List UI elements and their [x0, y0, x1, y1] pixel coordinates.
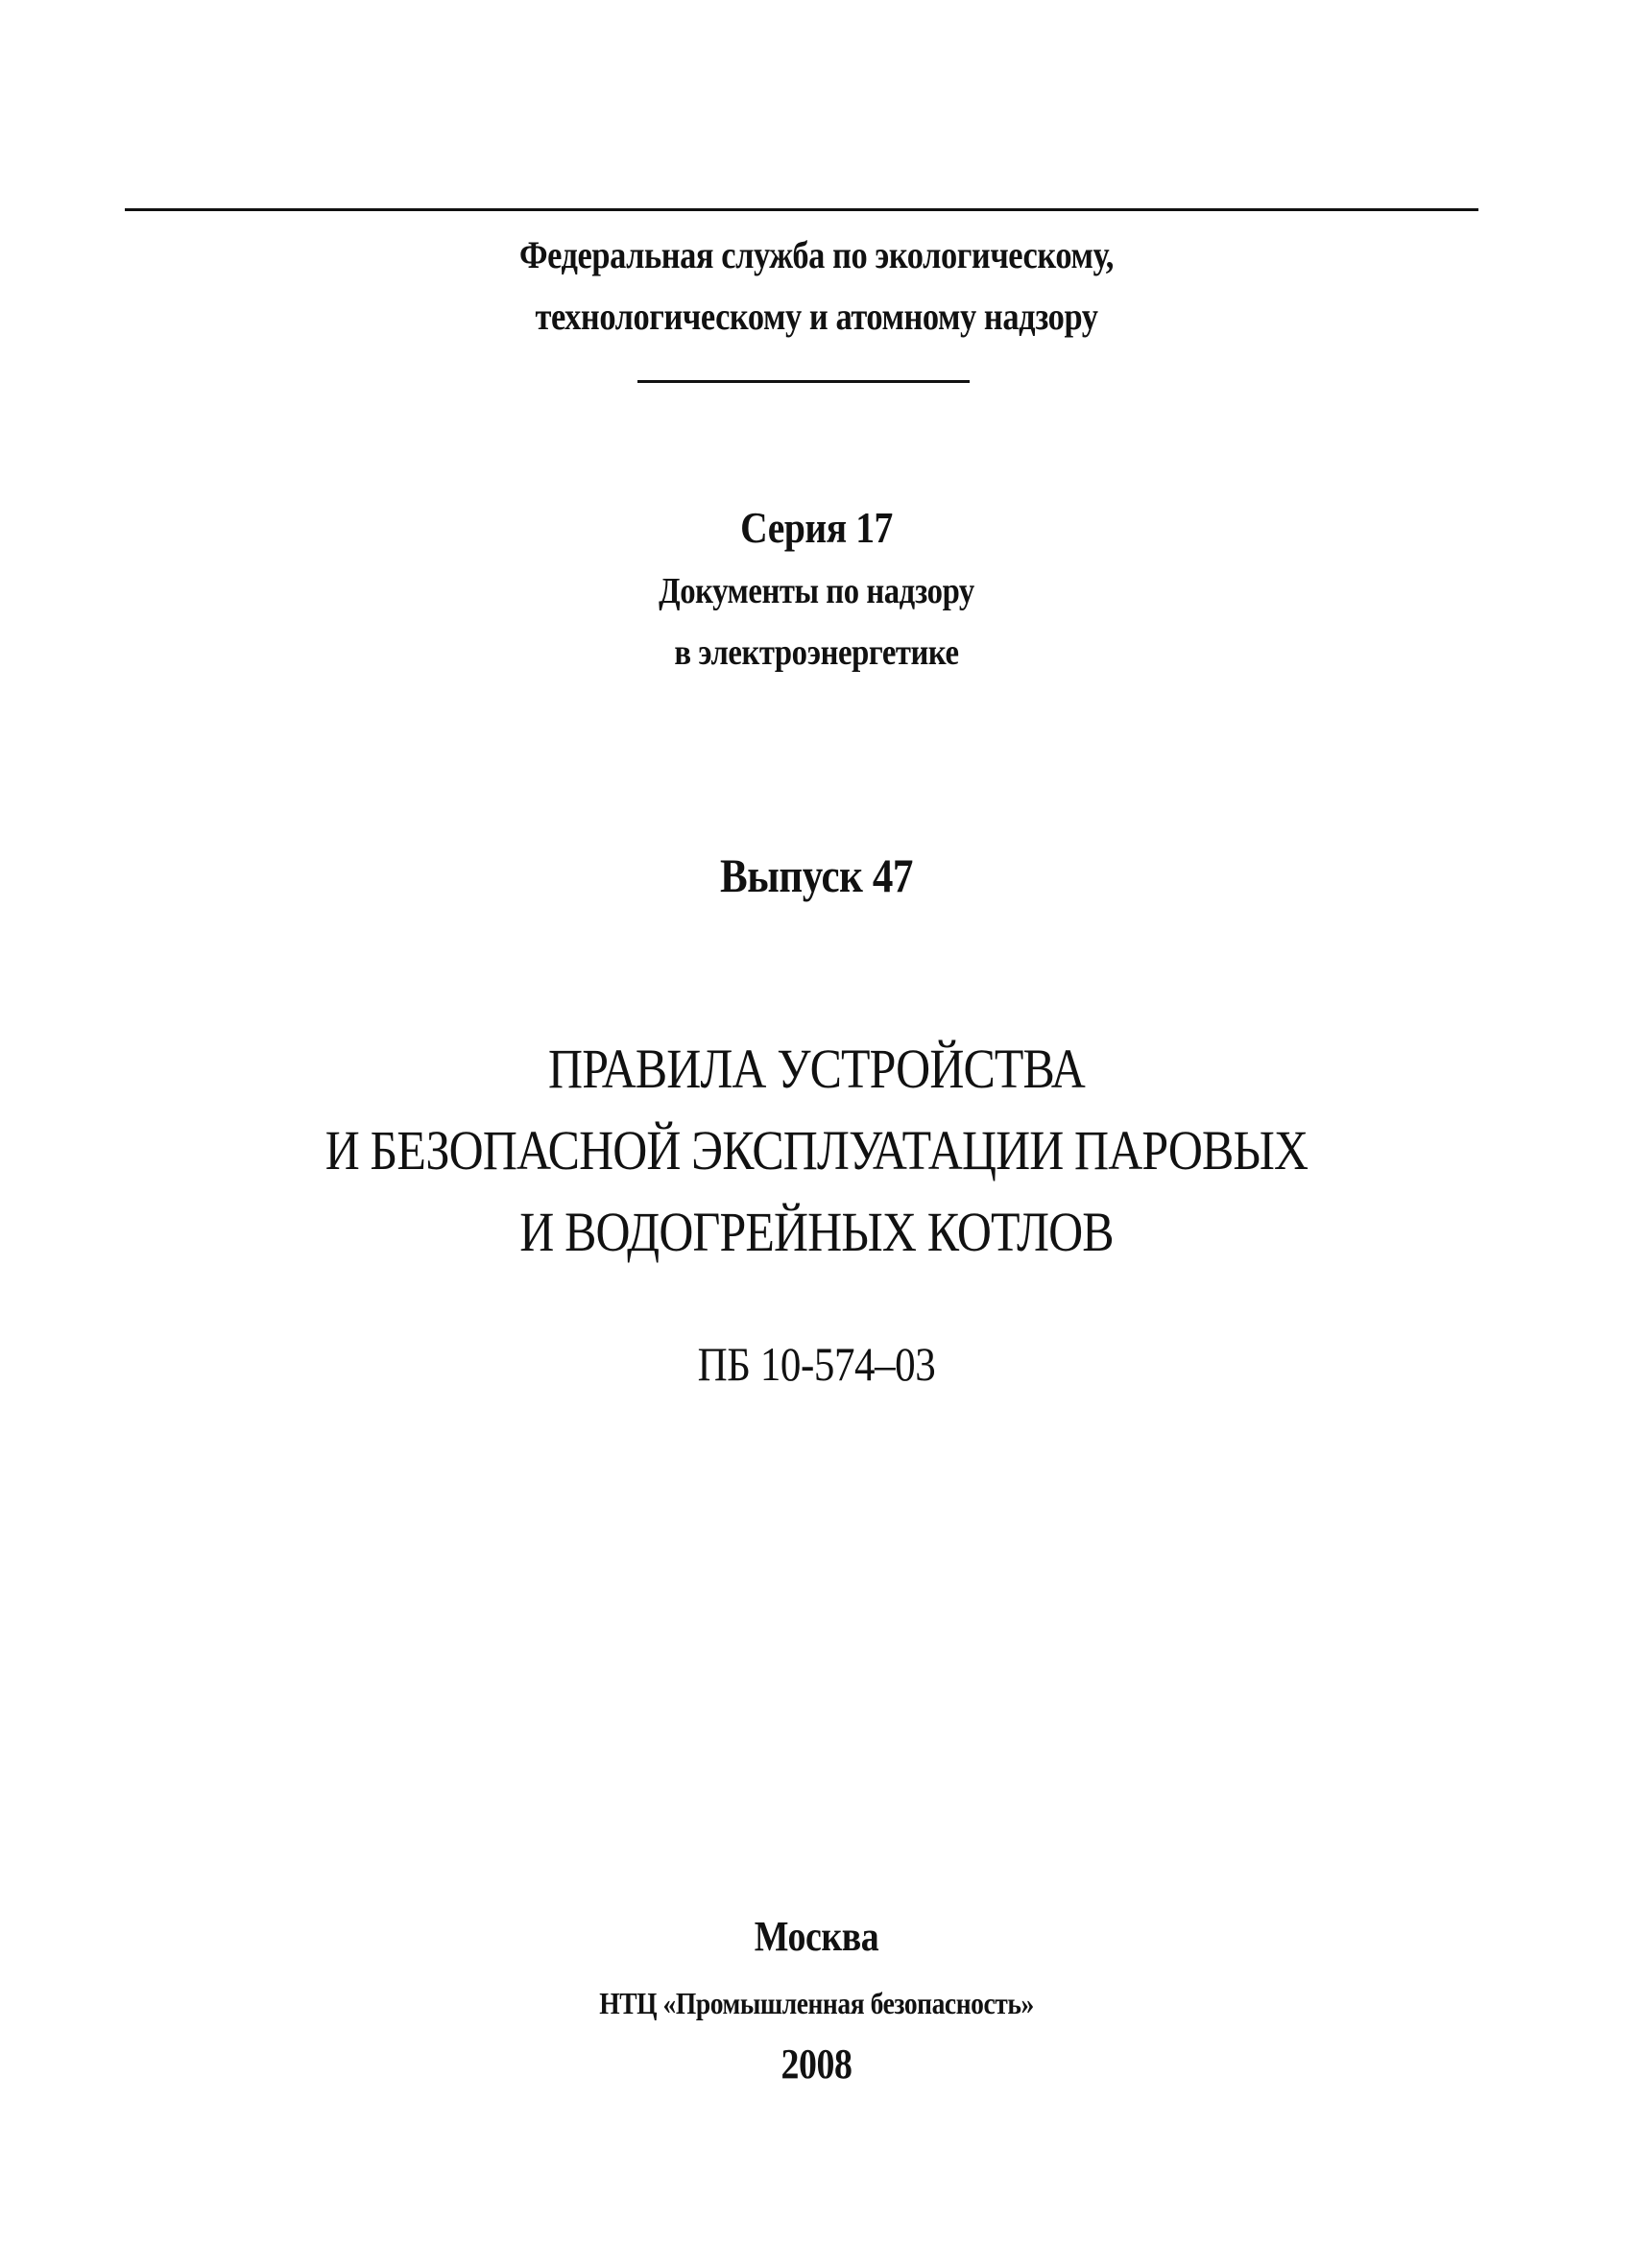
document-title-line-2: И БЕЗОПАСНОЙ ЭКСПЛУАТАЦИИ ПАРОВЫХ [324, 1119, 1309, 1182]
top-rule [125, 208, 1478, 211]
document-code: ПБ 10-574–03 [697, 1337, 936, 1391]
series-description-line-1: Документы по надзору [659, 571, 974, 611]
issue-number: Выпуск 47 [720, 848, 913, 902]
publication-city: Москва [754, 1913, 879, 1960]
publication-year: 2008 [780, 2041, 853, 2088]
agency-divider [637, 380, 970, 383]
series-description-line-2: в электроэнергетике [674, 633, 959, 673]
publisher-name: НТЦ «Промышленная безопасность» [599, 1986, 1034, 2020]
document-title-line-3: И ВОДОГРЕЙНЫХ КОТЛОВ [519, 1201, 1114, 1263]
document-title-line-1: ПРАВИЛА УСТРОЙСТВА [548, 1038, 1085, 1100]
series-number: Серия 17 [740, 503, 893, 552]
agency-line-1: Федеральная служба по экологическому, [519, 233, 1114, 276]
agency-line-2: технологическому и атомному надзору [535, 295, 1098, 338]
